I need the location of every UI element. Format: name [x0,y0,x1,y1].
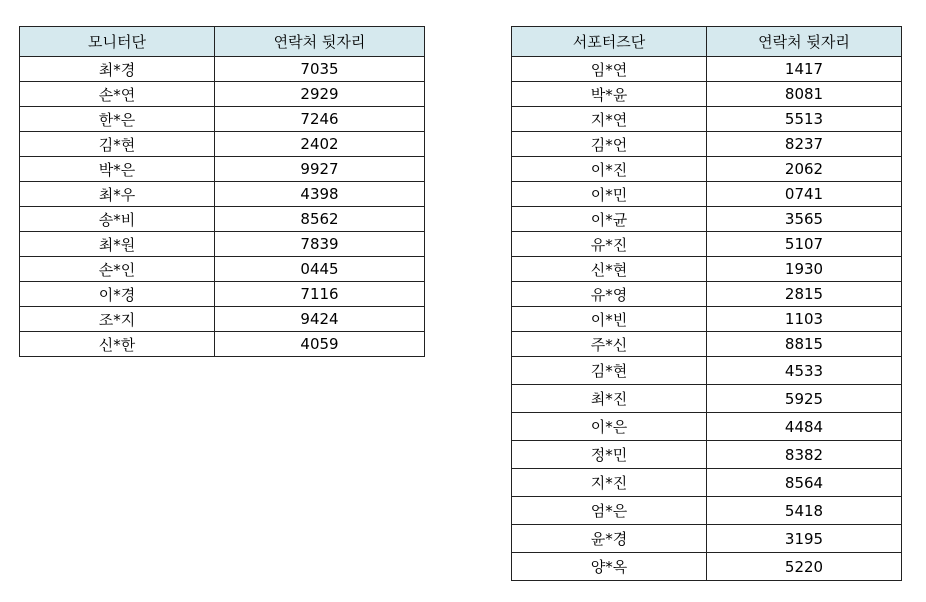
column-header-phone-suffix: 연락처 뒷자리 [707,27,902,57]
table-row [20,57,425,82]
table-row [512,553,902,581]
phone-suffix-cell: 0445 [215,257,425,282]
table-row [20,157,425,182]
phone-suffix-cell: 7035 [215,57,425,82]
name-cell: 이*빈 [512,307,707,332]
phone-suffix-cell: 5418 [707,497,902,525]
table-row [512,157,902,182]
supporters-team-rows [512,57,902,581]
phone-suffix-cell: 7246 [215,107,425,132]
phone-suffix-cell: 5107 [707,232,902,257]
table-row [20,307,425,332]
name-cell: 임*연 [512,57,707,82]
phone-suffix-cell: 7116 [215,282,425,307]
phone-suffix-cell: 8815 [707,332,902,357]
phone-suffix-cell: 3565 [707,207,902,232]
phone-suffix-cell: 2402 [215,132,425,157]
name-cell: 이*진 [512,157,707,182]
table-header-row [20,27,425,57]
name-cell: 양*옥 [512,553,707,581]
name-cell: 이*균 [512,207,707,232]
name-cell: 김*현 [20,132,215,157]
phone-suffix-cell: 8562 [215,207,425,232]
phone-suffix-cell: 2062 [707,157,902,182]
table-row [20,282,425,307]
name-cell: 최*경 [20,57,215,82]
table-row [512,57,902,82]
name-cell: 유*진 [512,232,707,257]
table-row [20,332,425,357]
name-cell: 신*현 [512,257,707,282]
table-row [512,207,902,232]
column-header-phone-suffix: 연락처 뒷자리 [215,27,425,57]
name-cell: 유*영 [512,282,707,307]
table-row [512,232,902,257]
name-cell: 최*우 [20,182,215,207]
phone-suffix-cell: 8237 [707,132,902,157]
name-cell: 지*연 [512,107,707,132]
name-cell: 한*은 [20,107,215,132]
table-row [512,441,902,469]
table-header-row [512,27,902,57]
name-cell: 조*지 [20,307,215,332]
column-header-name: 모니터단 [20,27,215,57]
table-row [512,282,902,307]
table-row [512,357,902,385]
phone-suffix-cell: 7839 [215,232,425,257]
table-row [512,257,902,282]
table-row [20,182,425,207]
table-row [512,307,902,332]
table-row [512,332,902,357]
phone-suffix-cell: 4398 [215,182,425,207]
phone-suffix-cell: 2929 [215,82,425,107]
name-cell: 손*연 [20,82,215,107]
phone-suffix-cell: 4484 [707,413,902,441]
name-cell: 신*한 [20,332,215,357]
phone-suffix-cell: 8081 [707,82,902,107]
phone-suffix-cell: 2815 [707,282,902,307]
name-cell: 김*현 [512,357,707,385]
name-cell: 최*진 [512,385,707,413]
phone-suffix-cell: 5513 [707,107,902,132]
name-cell: 엄*은 [512,497,707,525]
table-row [20,107,425,132]
phone-suffix-cell: 4533 [707,357,902,385]
phone-suffix-cell: 8564 [707,469,902,497]
column-header-name: 서포터즈단 [512,27,707,57]
table-row [512,107,902,132]
table-row [512,525,902,553]
monitor-team-rows [20,57,425,357]
phone-suffix-cell: 9927 [215,157,425,182]
table-row [20,232,425,257]
phone-suffix-cell: 5925 [707,385,902,413]
table-row [512,132,902,157]
phone-suffix-cell: 1930 [707,257,902,282]
table-row [20,82,425,107]
table-row [512,385,902,413]
table-row [512,182,902,207]
supporters-team-table [511,26,902,581]
phone-suffix-cell: 0741 [707,182,902,207]
table-row [20,207,425,232]
phone-suffix-cell: 3195 [707,525,902,553]
name-cell: 윤*경 [512,525,707,553]
phone-suffix-cell: 5220 [707,553,902,581]
name-cell: 이*경 [20,282,215,307]
name-cell: 이*은 [512,413,707,441]
name-cell: 김*언 [512,132,707,157]
phone-suffix-cell: 9424 [215,307,425,332]
name-cell: 주*신 [512,332,707,357]
name-cell: 정*민 [512,441,707,469]
table-row [512,82,902,107]
name-cell: 손*인 [20,257,215,282]
table-row [20,257,425,282]
phone-suffix-cell: 1417 [707,57,902,82]
table-row [512,497,902,525]
name-cell: 이*민 [512,182,707,207]
phone-suffix-cell: 1103 [707,307,902,332]
name-cell: 박*은 [20,157,215,182]
name-cell: 박*윤 [512,82,707,107]
table-row [20,132,425,157]
monitor-team-table [19,26,425,357]
name-cell: 송*비 [20,207,215,232]
phone-suffix-cell: 8382 [707,441,902,469]
table-row [512,469,902,497]
name-cell: 최*원 [20,232,215,257]
table-row [512,413,902,441]
name-cell: 지*진 [512,469,707,497]
phone-suffix-cell: 4059 [215,332,425,357]
